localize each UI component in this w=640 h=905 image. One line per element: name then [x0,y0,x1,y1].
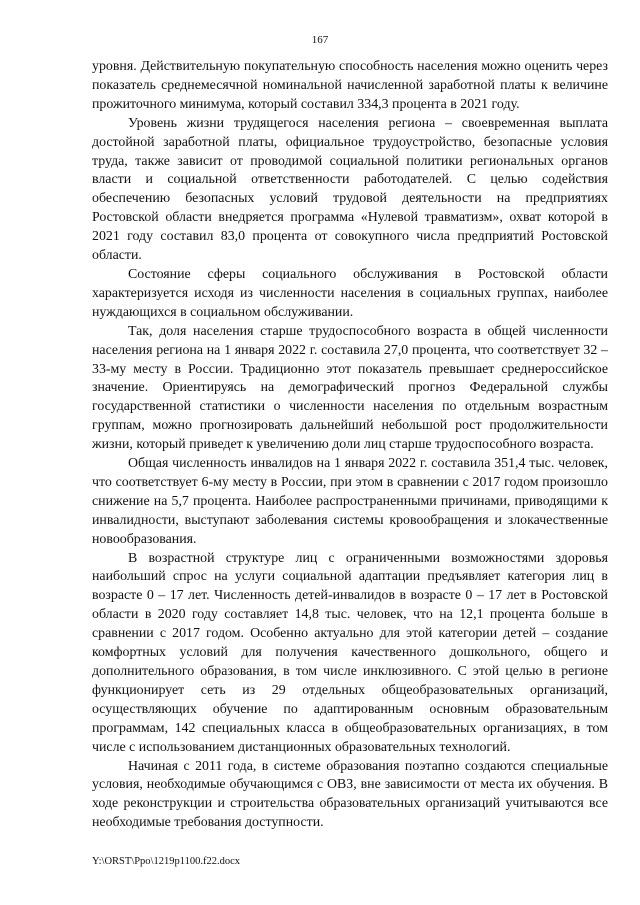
page-number: 167 [311,34,329,46]
paragraph-5: Общая численность инвалидов на 1 января 2022 г. составила 351,4 тыс. человек, что соответствует 6-му месту в России, при этом в сравнении с 2017 годом произошло снижение на 5,7 процента. Наиболее распространенными причинами, приводящими к инвалидности, выступают заболевания системы кровообращения и злокачественные новообразования. [92,456,608,547]
paragraph-1: уровня. Действительную покупательную способность населения можно оценить через показатель среднемесячной номинальной начисленной заработной платы к величине прожиточного минимума, который составил 334,3 процента в 2021 году. [92,59,608,112]
paragraph-6: В возрастной структуре лиц с ограниченными возможностями здоровья наибольший спрос на услуги социальной адаптации предъявляет категория лиц в возрасте 0 – 17 лет. Численность детей-инвалидов в возрасте 0 – 17 лет в Ростовской области в 2020 году составляет 14,8 тыс. человек, что на 12,1 процента больше в сравнении с 2017 годом. Особенно актуально для этой категории детей – создание комфортных условий для получения качественного дошкольного, общего и дополнительного образования, в том числе инклюзивного. С этой целью в регионе функционирует сеть из 29 отдельных общеобразовательных организаций, осуществляющих обучение по адаптированным основным образовательным программам, 142 специальных класса в общеобразовательных организациях, в том числе с использованием дистанционных образовательных технологий. [92,550,608,755]
paragraph-4: Так, доля населения старше трудоспособного возраста в общей численности населения региона на 1 января 2022 г. составила 27,0 процента, что соответствует 32 – 33-му месту в России. Традиционно этот показатель превышает среднероссийское значение. Ориентируясь на демографический прогноз Федеральной службы государственной статистики о численности населения по отдельным возрастным группам, можно прогнозировать дальнейший небольшой рост продолжительности жизни, который приведет к увеличению доли лиц старше трудоспособного возраста. [92,323,608,453]
paragraph-7: Начиная с 2011 года, в системе образования поэтапно создаются специальные условия, необходимые обучающимся с ОВЗ, вне зависимости от места их обучения. В ходе реконструкции и строительства образовательных организаций учитываются все необходимые требования доступности. [92,758,608,831]
document-body [92,58,608,833]
file-path-footer: Y:\ORST\Ppo\1219p1100.f22.docx [92,856,240,867]
paragraph-3: Состояние сферы социального обслуживания в Ростовской области характеризуется исходя из численности населения в социальных группах, наиболее нуждающихся в социальном обслуживании. [92,266,608,320]
paragraph-2: Уровень жизни трудящегося населения региона – своевременная выплата достойной заработной платы, официальное трудоустройство, безопасные условия труда, также зависит от проводимой социальной политики региональных органов власти и социальной ответственности работодателей. С целью содействия обеспечению безопасных условий трудовой деятельности на предприятиях Ростовской области внедряется программа «Нулевой травматизм», охват которой в 2021 году составил 83,0 процента от совокупного числа предприятий Ростовской области. [92,115,608,264]
